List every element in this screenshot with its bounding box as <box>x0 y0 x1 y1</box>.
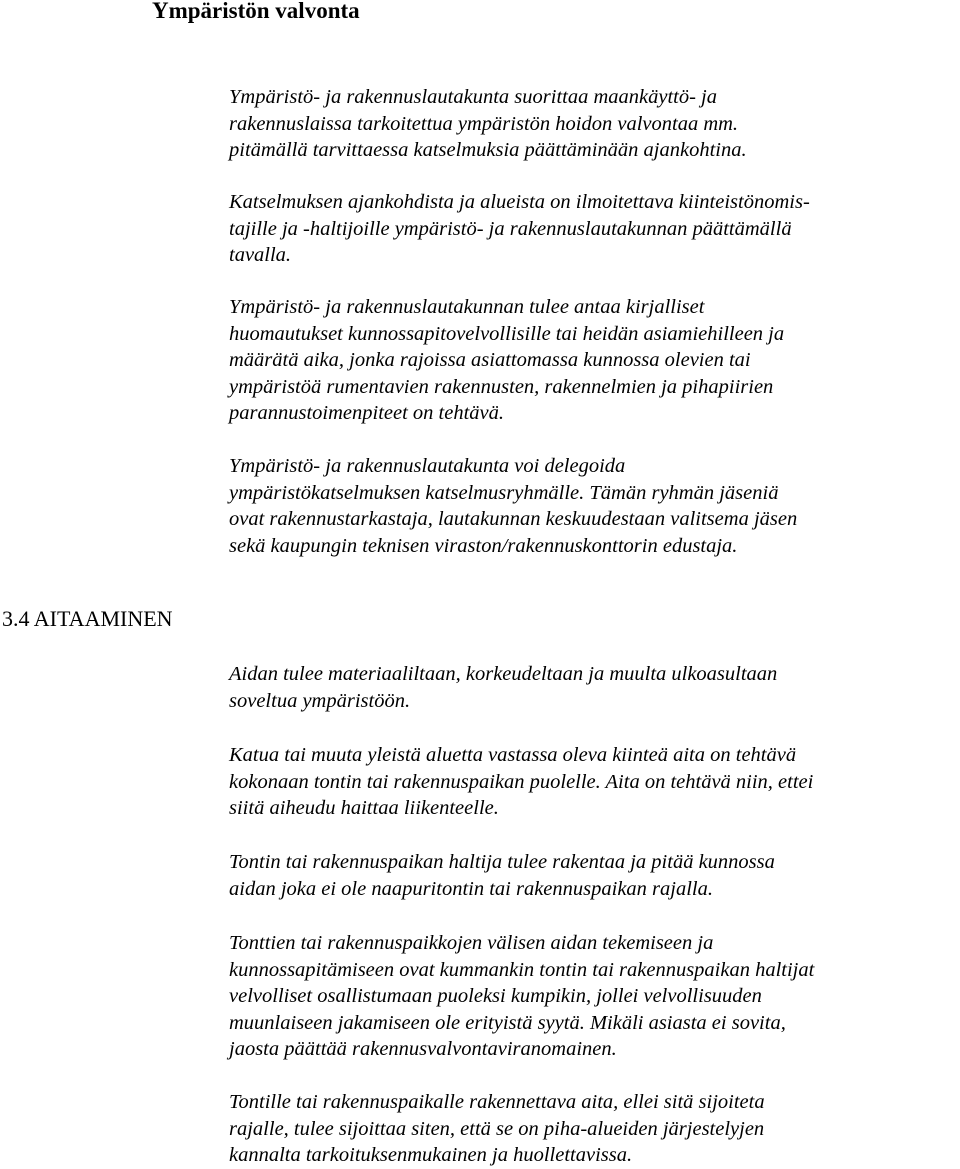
paragraph <box>229 661 959 714</box>
text-line: määrätä aika, jonka rajoissa asiattomassa kunnossa olevien tai <box>229 349 751 371</box>
text-line: ovat rakennustarkastaja, lautakunnan keskuudestaan valitsema jäsen <box>229 508 798 530</box>
text-line: muunlaiseen jakamiseen ole erityistä syytä. Mikäli asiasta ei sovita, <box>229 1011 786 1034</box>
text-line: soveltua ympäristöön. <box>229 689 411 712</box>
text-line: tajille ja -haltijoille ympäristö- ja rakennuslautakunnan päättämällä <box>229 217 792 240</box>
paragraph <box>229 930 959 1063</box>
section-heading: 3.4 AITAAMINEN <box>2 606 173 631</box>
text-line: kannalta tarkoituksenmukainen ja huollettavissa. <box>229 1144 633 1166</box>
text-line: Tontin tai rakennuspaikan haltija tulee rakentaa ja pitää kunnossa <box>229 851 775 873</box>
paragraph <box>229 453 959 559</box>
paragraph <box>229 189 959 269</box>
paragraph <box>229 849 959 902</box>
text-line: Ympäristö- ja rakennuslautakunta suorittaa maankäyttö- ja <box>229 86 717 108</box>
text-line: kokonaan tontin tai rakennuspaikan puolelle. Aita on tehtävä niin, ettei <box>229 770 814 793</box>
text-line: Tontille tai rakennuspaikalle rakennettava aita, ellei sitä sijoiteta <box>229 1091 765 1113</box>
text-line: sekä kaupungin teknisen viraston/rakennuskonttorin edustaja. <box>229 534 738 557</box>
section-title: Ympäristön valvonta <box>152 0 360 23</box>
text-line: Katua tai muuta yleistä aluetta vastassa oleva kiinteä aita on tehtävä <box>229 744 797 766</box>
text-line: kunnossapitämiseen ovat kummankin tontin tai rakennuspaikan haltijat <box>229 958 815 981</box>
text-line: velvolliset osallistumaan puoleksi kumpikin, jollei velvollisuuden <box>229 985 762 1007</box>
text-line: rajalle, tulee sijoittaa siten, että se on piha-alueiden järjestelyjen <box>229 1117 765 1140</box>
text-line: pitämällä tarvittaessa katselmuksia päättäminään ajankohtina. <box>229 139 747 161</box>
text-line: Tonttien tai rakennuspaikkojen välisen aidan tekemiseen ja <box>229 932 714 954</box>
text-line: ympäristökatselmuksen katselmusryhmälle. Tämän ryhmän jäseniä <box>229 481 779 504</box>
text-line: siitä aiheudu haittaa liikenteelle. <box>229 797 499 819</box>
text-line: rakennuslaissa tarkoitettua ympäristön hoidon valvontaa mm. <box>229 112 739 135</box>
text-line: jaosta päättää rakennusvalvontaviranomainen. <box>229 1038 617 1060</box>
text-line: aidan joka ei ole naapuritontin tai rakennuspaikan rajalla. <box>229 877 713 900</box>
text-line: ympäristöä rumentavien rakennusten, rakennelmien ja pihapiirien <box>229 375 774 398</box>
paragraph <box>229 294 959 427</box>
paragraph <box>229 742 959 822</box>
text-line: Katselmuksen ajankohdista ja alueista on ilmoitettava kiinteistönomis- <box>229 191 810 213</box>
text-line: Aidan tulee materiaaliltaan, korkeudeltaan ja muulta ulkoasultaan <box>229 663 778 685</box>
text-line: Ympäristö- ja rakennuslautakunnan tulee antaa kirjalliset <box>229 296 705 318</box>
paragraph <box>229 1089 959 1169</box>
text-line: Ympäristö- ja rakennuslautakunta voi delegoida <box>229 455 626 477</box>
text-line: parannustoimenpiteet on tehtävä. <box>229 402 504 424</box>
paragraph <box>229 84 959 164</box>
text-line: huomautukset kunnossapitovelvollisille tai heidän asiamiehilleen ja <box>229 322 785 345</box>
text-line: tavalla. <box>229 244 292 266</box>
